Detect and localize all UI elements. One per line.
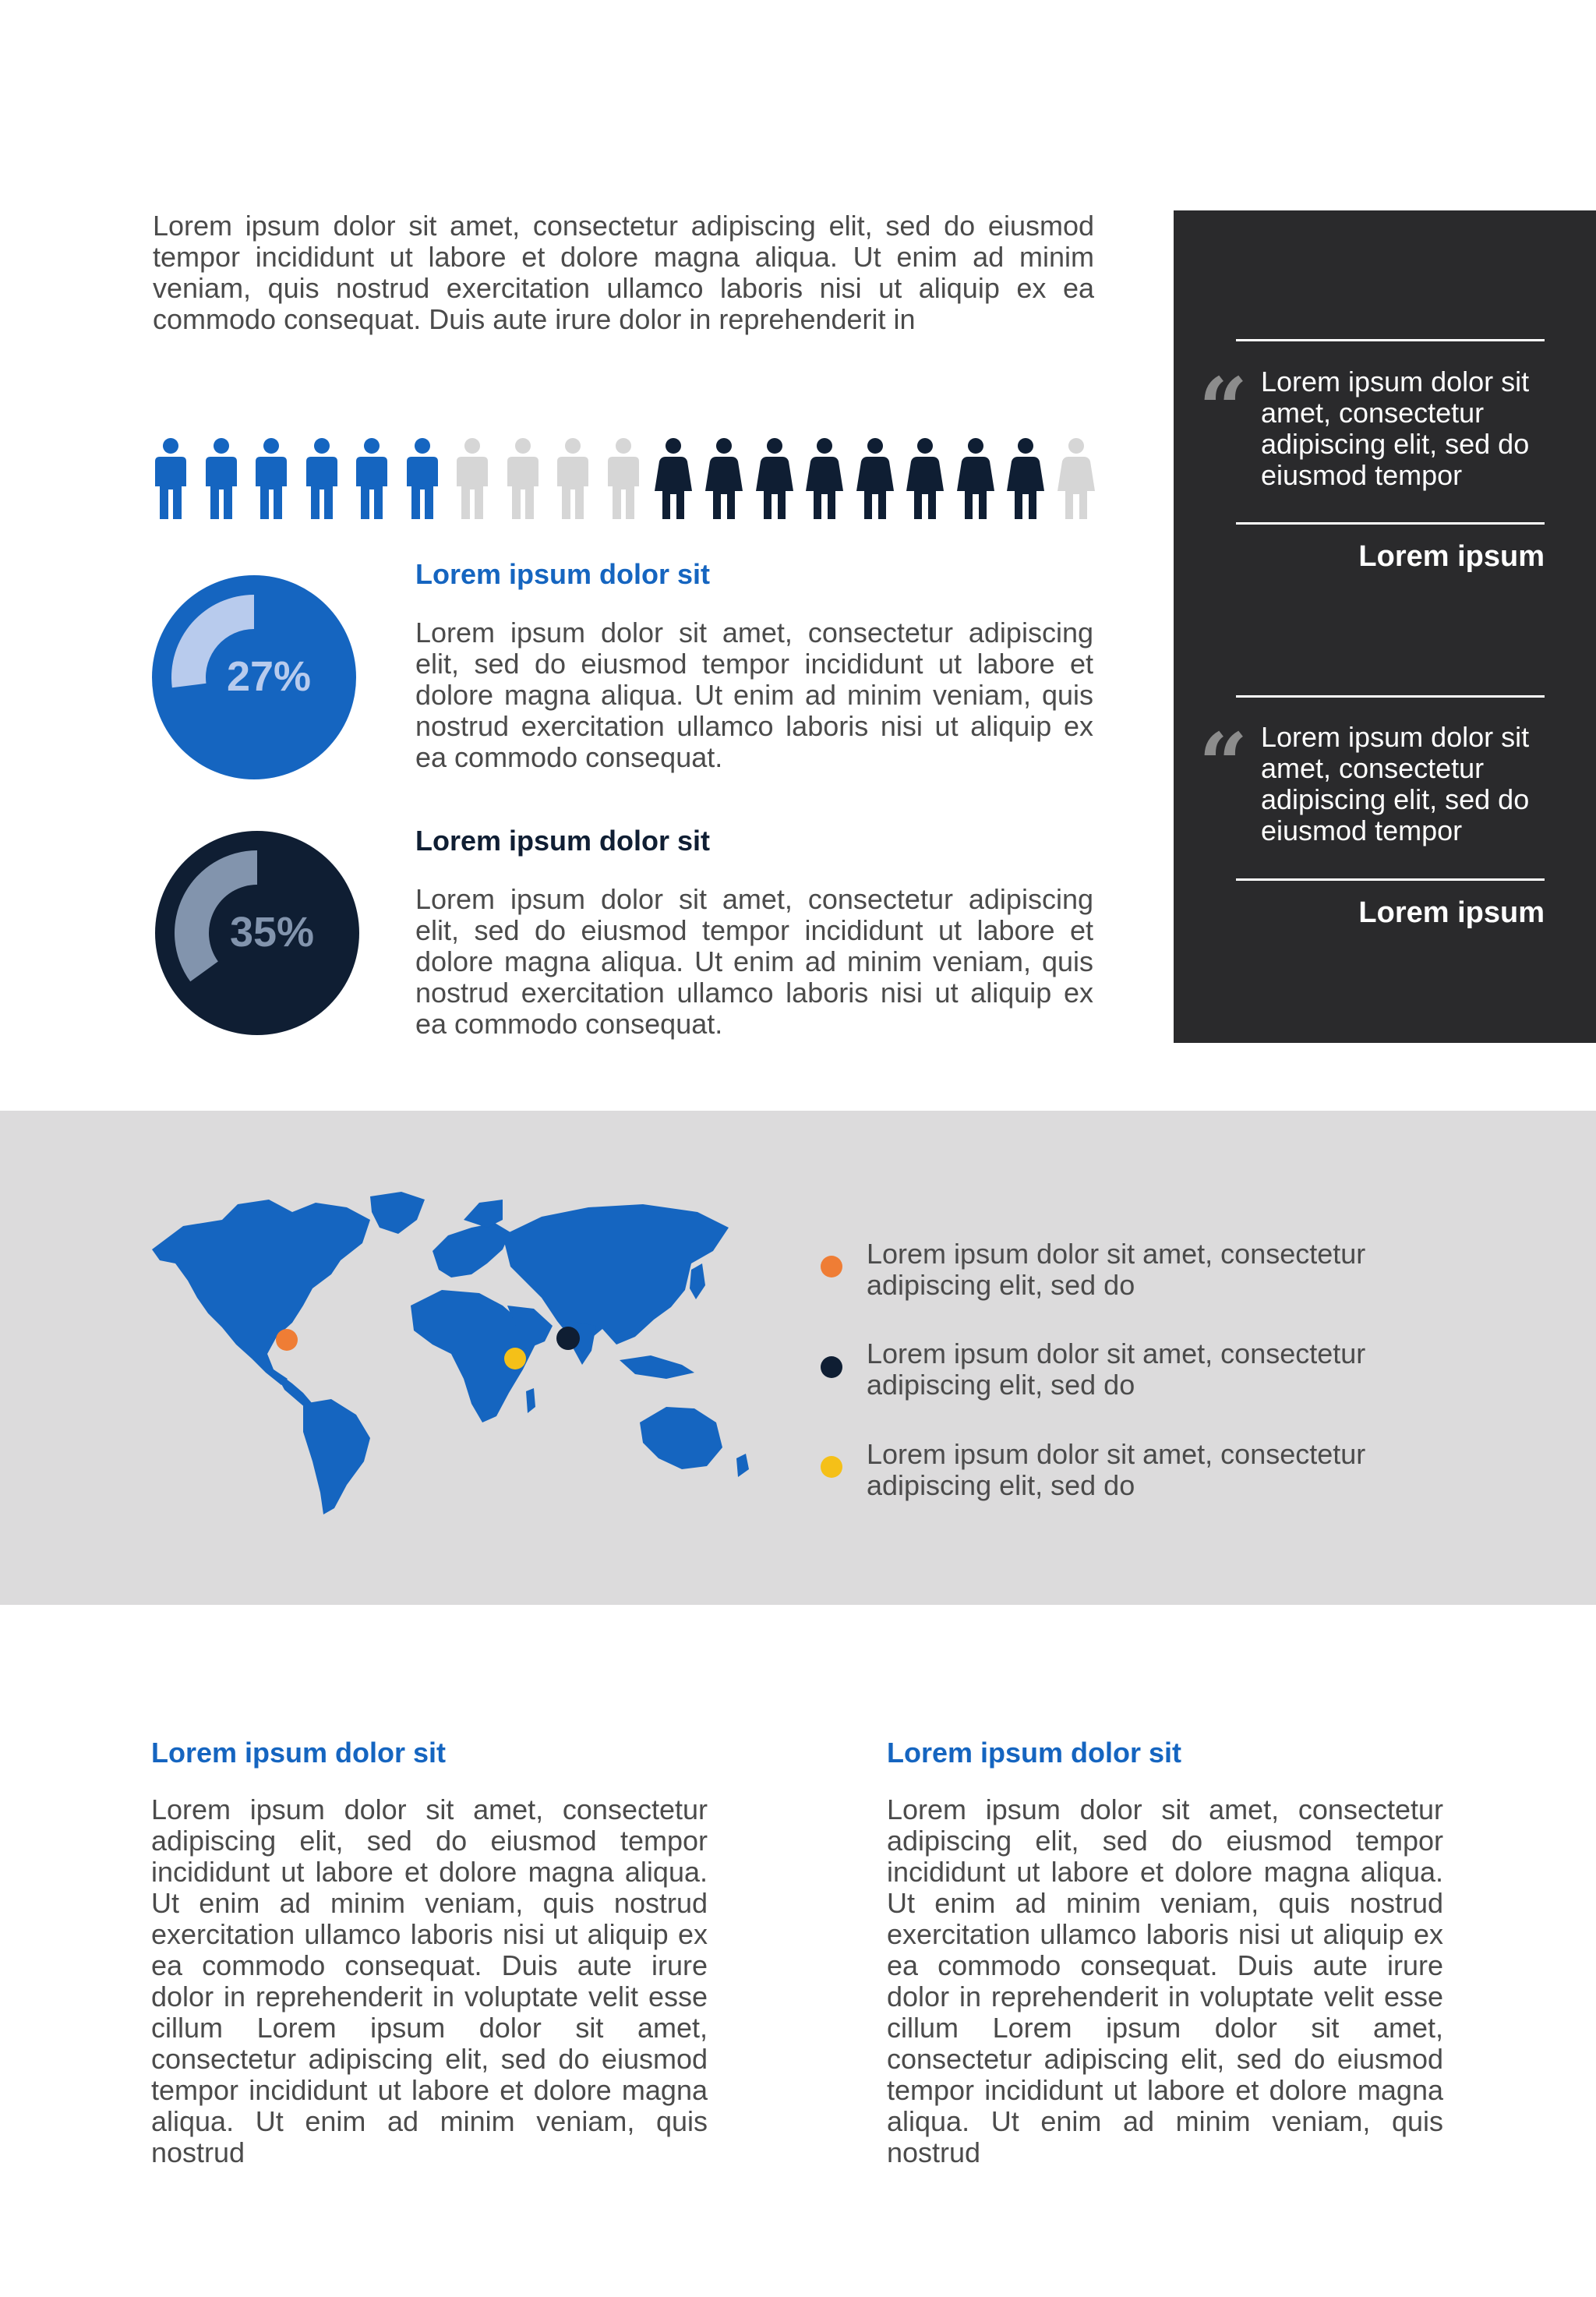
- quote-rule-bottom-1: [1236, 522, 1545, 525]
- quote-author-2: Lorem ipsum: [1358, 896, 1545, 929]
- legend-dot-orange: [821, 1256, 842, 1277]
- stat-title-1: Lorem ipsum dolor sit: [415, 558, 711, 590]
- quote-mark-icon: “: [1199, 714, 1248, 815]
- female-person-icon: [756, 438, 793, 519]
- female-person-icon: [1058, 438, 1095, 519]
- donut-percent-label: 35%: [229, 909, 315, 956]
- female-person-icon: [957, 438, 994, 519]
- people-pictogram: [152, 438, 1095, 519]
- male-person-icon: [353, 438, 390, 519]
- world-map: [136, 1189, 760, 1516]
- map-marker-orange: [276, 1329, 298, 1351]
- stat-text-2: Lorem ipsum dolor sit amet, consectetur adipiscing elit, sed do eiusmod tempor incididunt ut labore et dolore magna aliqua. Ut enim ad minim veniam, quis nostrud exercitation ullamco laboris nisi ut aliquip ex ea commodo consequat.: [415, 883, 1093, 1040]
- quote-text-1: Lorem ipsum dolor sit amet, consectetur adipiscing elit, sed do eiusmod tempor: [1261, 366, 1530, 491]
- male-person-icon: [404, 438, 441, 519]
- male-person-icon: [152, 438, 189, 519]
- male-person-icon: [252, 438, 290, 519]
- female-person-icon: [806, 438, 843, 519]
- donut-percent-label: 27%: [226, 653, 312, 700]
- intro-paragraph: Lorem ipsum dolor sit amet, consectetur adipiscing elit, sed do eiusmod tempor incididunt ut labore et dolore magna aliqua. Ut enim ad minim veniam, quis nostrud exercitation ullamco laboris nisi ut aliquip ex ea commodo consequat. Duis aute irure dolor in reprehenderit in: [153, 210, 1094, 335]
- column-text-2: Lorem ipsum dolor sit amet, consectetur adipiscing elit, sed do eiusmod tempor incididunt ut labore et dolore magna aliqua. Ut enim ad minim veniam, quis nostrud exercitation ullamco laboris nisi ut aliquip ex ea commodo consequat. Duis aute irure dolor in reprehenderit in voluptate velit esse cillum Lorem ipsum dolor sit amet, consectetur adipiscing elit, sed do eiusmod tempor incididunt ut labore et dolore magna aliqua. Ut enim ad minim veniam, quis nostrud: [887, 1793, 1443, 2168]
- map-marker-navy: [556, 1327, 580, 1350]
- stat-donut-2: [155, 831, 359, 1035]
- quote-rule-top-1: [1236, 339, 1545, 341]
- quote-rule-top-2: [1236, 695, 1545, 698]
- stat-title-2: Lorem ipsum dolor sit: [415, 825, 711, 857]
- male-person-icon: [203, 438, 240, 519]
- male-person-icon: [303, 438, 341, 519]
- legend-dot-yellow: [821, 1456, 842, 1478]
- map-section: [0, 1111, 1596, 1605]
- quote-mark-icon: “: [1199, 359, 1248, 459]
- female-person-icon: [705, 438, 743, 519]
- quote-text-2: Lorem ipsum dolor sit amet, consectetur adipiscing elit, sed do eiusmod tempor: [1261, 721, 1530, 846]
- female-person-icon: [906, 438, 944, 519]
- world-map-land: [152, 1192, 749, 1514]
- quote-rule-bottom-2: [1236, 878, 1545, 881]
- male-person-icon: [554, 438, 591, 519]
- column-title-2: Lorem ipsum dolor sit: [887, 1737, 1182, 1769]
- quote-author-1: Lorem ipsum: [1358, 540, 1545, 573]
- legend-item-2: Lorem ipsum dolor sit amet, consectetur adipiscing elit, sed do: [867, 1338, 1366, 1401]
- male-person-icon: [454, 438, 491, 519]
- stat-text-1: Lorem ipsum dolor sit amet, consectetur adipiscing elit, sed do eiusmod tempor incididunt ut labore et dolore magna aliqua. Ut enim ad minim veniam, quis nostrud exercitation ullamco laboris nisi ut aliquip ex ea commodo consequat.: [415, 617, 1093, 773]
- legend-dot-navy: [821, 1356, 842, 1378]
- column-text-1: Lorem ipsum dolor sit amet, consectetur adipiscing elit, sed do eiusmod tempor incididunt ut labore et dolore magna aliqua. Ut enim ad minim veniam, quis nostrud exercitation ullamco laboris nisi ut aliquip ex ea commodo consequat. Duis aute irure dolor in reprehenderit in voluptate velit esse cillum Lorem ipsum dolor sit amet, consectetur adipiscing elit, sed do eiusmod tempor incididunt ut labore et dolore magna aliqua. Ut enim ad minim veniam, quis nostrud: [151, 1793, 708, 2168]
- quote-panel: [1174, 210, 1596, 1043]
- male-person-icon: [605, 438, 642, 519]
- legend-item-1: Lorem ipsum dolor sit amet, consectetur adipiscing elit, sed do: [867, 1238, 1366, 1301]
- stat-donut-1: [152, 575, 356, 779]
- map-marker-yellow: [504, 1348, 526, 1369]
- column-title-1: Lorem ipsum dolor sit: [151, 1737, 447, 1769]
- female-person-icon: [856, 438, 894, 519]
- female-person-icon: [1007, 438, 1044, 519]
- legend-item-3: Lorem ipsum dolor sit amet, consectetur adipiscing elit, sed do: [867, 1438, 1366, 1501]
- male-person-icon: [504, 438, 542, 519]
- female-person-icon: [655, 438, 692, 519]
